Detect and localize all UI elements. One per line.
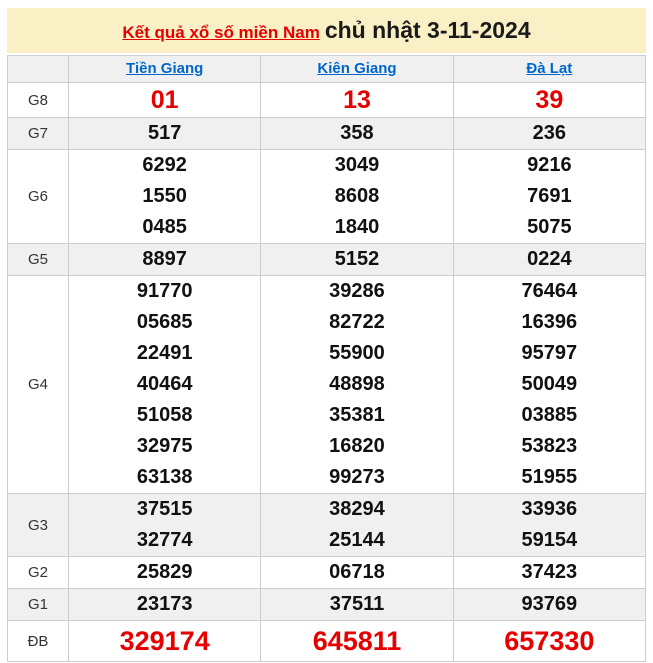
title-date: chủ nhật 3-11-2024 <box>324 17 531 43</box>
prize-numbers-cell <box>261 621 453 662</box>
prize-number: 63138 <box>136 466 193 488</box>
prize-number: 16396 <box>521 311 578 333</box>
prize-numbers-cell <box>261 118 453 150</box>
prize-numbers-cell <box>453 621 645 662</box>
prize-number: 0485 <box>142 216 187 238</box>
prize-number: 329174 <box>119 626 210 656</box>
prize-number: 35381 <box>329 404 385 426</box>
page-header <box>7 8 646 53</box>
prize-number: 01 <box>150 86 179 114</box>
prize-number: 1840 <box>334 216 380 238</box>
prize-number: 22491 <box>136 342 193 364</box>
prize-number: 25144 <box>329 529 385 551</box>
prize-number: 7691 <box>527 185 572 207</box>
prize-label: G5 <box>8 244 69 276</box>
prize-label: G2 <box>8 557 69 589</box>
prize-numbers-cell <box>453 150 645 244</box>
prize-numbers-cell <box>453 589 645 621</box>
prize-numbers-cell <box>69 150 261 244</box>
prize-row-G5 <box>8 244 646 276</box>
prize-numbers-cell <box>69 83 261 118</box>
prize-number: 37515 <box>136 498 193 520</box>
prize-number: 9216 <box>527 154 572 176</box>
prize-numbers-cell <box>69 557 261 589</box>
prize-numbers-cell <box>69 589 261 621</box>
prize-label: G3 <box>8 494 69 557</box>
province-header-kien-giang <box>261 56 453 83</box>
province-link-da-lat[interactable]: Đà Lạt <box>526 60 573 77</box>
prize-number: 50049 <box>521 373 578 395</box>
corner-cell <box>8 56 69 83</box>
prize-numbers-cell <box>261 557 453 589</box>
province-header <box>8 56 646 83</box>
prize-numbers-cell <box>453 557 645 589</box>
prize-number: 37423 <box>521 561 578 583</box>
prize-number: 0224 <box>527 248 572 270</box>
prize-number: 8897 <box>142 248 187 270</box>
prize-label: G4 <box>8 276 69 494</box>
prize-number: 6292 <box>142 154 187 176</box>
prize-number: 1550 <box>142 185 187 207</box>
prize-numbers-cell <box>261 150 453 244</box>
prize-number: 05685 <box>136 311 193 333</box>
prize-number: 51058 <box>136 404 193 426</box>
prize-numbers-cell <box>261 83 453 118</box>
title-link[interactable]: Kết quả xổ số miền Nam <box>122 23 320 42</box>
prize-number: 95797 <box>521 342 578 364</box>
prize-row-ĐB <box>8 621 646 662</box>
prize-numbers-cell <box>453 276 645 494</box>
prize-label: G7 <box>8 118 69 150</box>
results-body <box>8 83 646 662</box>
prize-number: 13 <box>343 86 371 114</box>
prize-number: 657330 <box>504 626 595 656</box>
prize-number: 645811 <box>312 626 402 656</box>
prize-numbers-cell <box>69 494 261 557</box>
prize-number: 39286 <box>329 280 385 302</box>
prize-number: 59154 <box>521 529 578 551</box>
prize-numbers-cell <box>261 494 453 557</box>
prize-number: 76464 <box>521 280 578 302</box>
prize-number: 358 <box>340 122 374 144</box>
prize-row-G4 <box>8 276 646 494</box>
prize-numbers-cell <box>453 83 645 118</box>
prize-numbers-cell <box>453 244 645 276</box>
prize-label: G8 <box>8 83 69 118</box>
prize-numbers-cell <box>261 244 453 276</box>
prize-number: 33936 <box>521 498 578 520</box>
prize-number: 8608 <box>334 185 380 207</box>
prize-number: 55900 <box>329 342 385 364</box>
prize-number: 37511 <box>329 593 385 615</box>
prize-numbers-cell <box>261 589 453 621</box>
prize-label: G1 <box>8 589 69 621</box>
prize-number: 38294 <box>329 498 385 520</box>
prize-number: 39 <box>535 86 564 114</box>
prize-row-G6 <box>8 150 646 244</box>
prize-number: 51955 <box>521 466 578 488</box>
prize-numbers-cell <box>69 276 261 494</box>
prize-number: 99273 <box>329 466 385 488</box>
province-link-kien-giang[interactable]: Kiên Giang <box>317 60 397 77</box>
prize-number: 23173 <box>136 593 193 615</box>
prize-number: 517 <box>147 122 182 144</box>
prize-numbers-cell <box>69 244 261 276</box>
province-header-tien-giang <box>69 56 261 83</box>
prize-number: 91770 <box>136 280 193 302</box>
province-header-row <box>8 56 646 83</box>
prize-numbers-cell <box>69 621 261 662</box>
prize-number: 25829 <box>136 561 193 583</box>
prize-row-G2 <box>8 557 646 589</box>
prize-numbers-cell <box>453 118 645 150</box>
prize-row-G3 <box>8 494 646 557</box>
prize-label: ĐB <box>8 621 69 662</box>
prize-number: 82722 <box>329 311 385 333</box>
prize-label: G6 <box>8 150 69 244</box>
prize-number: 5152 <box>334 248 380 270</box>
prize-number: 93769 <box>521 593 578 615</box>
prize-number: 06718 <box>329 561 385 583</box>
prize-number: 32975 <box>136 435 193 457</box>
prize-number: 53823 <box>521 435 578 457</box>
prize-number: 16820 <box>329 435 385 457</box>
prize-numbers-cell <box>69 118 261 150</box>
prize-row-G8 <box>8 83 646 118</box>
prize-number: 40464 <box>136 373 193 395</box>
prize-row-G7 <box>8 118 646 150</box>
results-table <box>7 55 646 662</box>
prize-numbers-cell <box>261 276 453 494</box>
prize-number: 32774 <box>136 529 193 551</box>
prize-number: 236 <box>532 122 567 144</box>
prize-row-G1 <box>8 589 646 621</box>
prize-numbers-cell <box>453 494 645 557</box>
prize-number: 5075 <box>527 216 572 238</box>
prize-number: 03885 <box>521 404 578 426</box>
province-header-da-lat <box>453 56 645 83</box>
prize-number: 3049 <box>334 154 380 176</box>
province-link-tien-giang[interactable]: Tiền Giang <box>126 60 204 77</box>
prize-number: 48898 <box>329 373 385 395</box>
